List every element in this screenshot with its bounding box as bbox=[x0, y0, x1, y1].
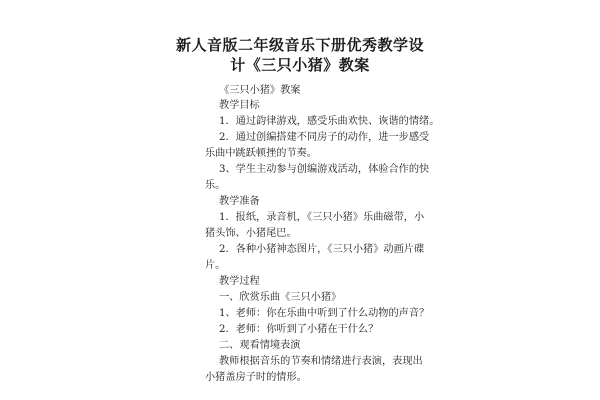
process-step-1-item-1: 1、老师：你在乐曲中听到了什么动物的声音？ bbox=[219, 308, 430, 319]
process-step-2-continued: 小猪盖房子时的情形。 bbox=[205, 372, 307, 383]
document-title-line-2: 计《三只小猪》教案 bbox=[230, 56, 370, 74]
section-heading-process: 教学过程 bbox=[219, 276, 260, 287]
prep-item-2: 2．各种小猪神态图片，《三只小猪》动画片碟 bbox=[219, 244, 425, 255]
prep-item-2-continued: 片。 bbox=[205, 260, 226, 271]
goal-item-3-continued: 乐。 bbox=[205, 180, 226, 191]
goal-item-3: 3、学生主动参与创编游戏活动，体验合作的快 bbox=[219, 164, 430, 175]
prep-item-1: 1．报纸，录音机，《三只小猪》乐曲磁带，小 bbox=[219, 212, 425, 223]
document-title-line-1: 新人音版二年级音乐下册优秀教学设 bbox=[175, 36, 424, 54]
prep-item-1-continued: 猪头饰、小猪尾巴。 bbox=[205, 228, 297, 239]
process-step-2: 二、观看情境表演 bbox=[219, 340, 301, 351]
lesson-plan-heading: 《三只小猪》教案 bbox=[219, 85, 301, 96]
section-heading-goals: 教学目标 bbox=[219, 100, 260, 111]
goal-item-2: 2．通过创编搭建不同房子的动作，进一步感受 bbox=[219, 132, 430, 143]
process-step-2-text: 教师根据音乐的节奏和情绪进行表演，表现出 bbox=[219, 356, 423, 367]
process-step-1-item-2: 2．老师：你听到了小猪在干什么？ bbox=[219, 324, 379, 335]
goal-item-2-continued: 乐曲中跳跃顿挫的节奏。 bbox=[205, 148, 318, 159]
goal-item-1: 1．通过韵律游戏，感受乐曲欢快、诙谐的情绪。 bbox=[219, 116, 440, 127]
process-step-1: 一、欣赏乐曲《三只小猪》 bbox=[219, 292, 342, 303]
section-heading-prep: 教学准备 bbox=[219, 196, 260, 207]
